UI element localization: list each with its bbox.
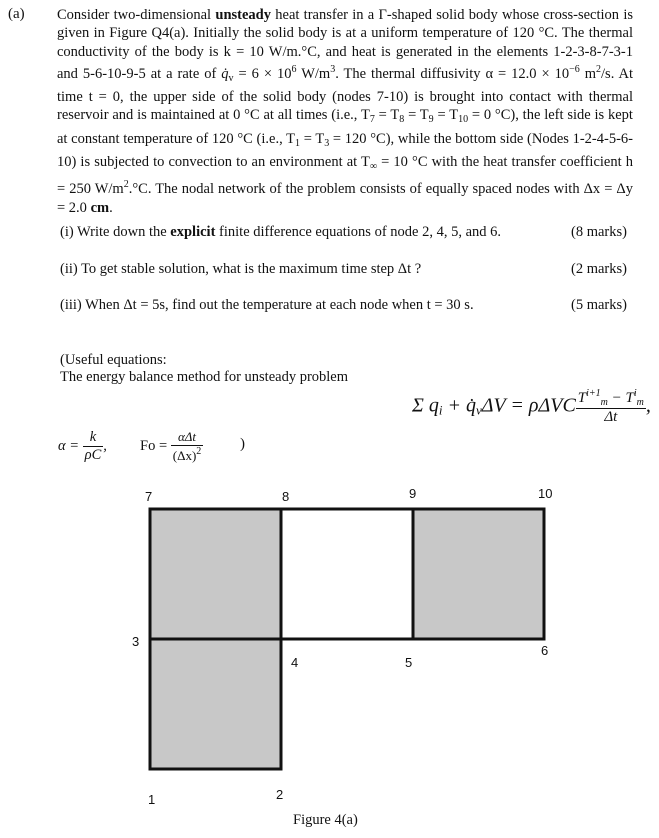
question-iii: (iii) When Δt = 5s, find out the temperature at each node when t = 30 s. xyxy=(60,297,474,313)
closing-parenthesis: ) xyxy=(240,436,245,452)
question-iii-marks: (5 marks) xyxy=(571,297,627,313)
node-label-2: 2 xyxy=(276,787,284,802)
question-i-marks: (8 marks) xyxy=(571,224,627,240)
alpha-equation: α = $\frac{k}{\rho C}$ , xyxy=(58,429,107,463)
shaded-element-upper-left xyxy=(150,509,281,639)
problem-statement: Consider two-dimensional unsteady heat transfer in a Γ-shaped solid body whose cross-section is given in Figure Q4(a). Initially the solid body is at a uniform temperature of 120 °C. The thermal conductivity of the body is k = 10 W/m.°C, and heat is generated in the elements 1-2-3-8-7-3-1 and 5-6-10-9-5 at a rate of $q̇_v = 6 \times 10^6$ $W/m^3$. The thermal diffusivity $\alpha = 12.0 \times 10^{-6}$ $m^2/s$. At time t = 0, the upper side of the solid body (nodes 7-10) is brought into contact with thermal reservoir and is maintained at 0 °C at all times (i.e., $T_7 = T_8 = T_9 = T_{10} = 0$ °C), the left side is kept at constant temperature of 120 °C (i.e., $T_1 = T_3 = 120$ °C), while the bottom side (Nodes 1-2-4-5-6-10) is subjected to convection to an environment at $T_\infty = 10$ °C with the heat transfer coefficient h = 250 $W/m^2.^\circ C$. The nodal network of the problem consists of equally spaced nodes with Δx = Δy = 2.0 cm. xyxy=(57,7,633,216)
node-label-1: 1 xyxy=(148,792,156,807)
node-label-7: 7 xyxy=(145,489,153,504)
shaded-element-lower-left xyxy=(150,639,281,769)
energy-balance-equation: Σ $q_i$ + $q̇_v\Delta V = \rho\Delta VC$ $\frac{T^{i+1}_m - T^i_m}{\Delta t}$ , xyxy=(412,388,651,425)
useful-line-1: (Useful equations: xyxy=(60,352,167,368)
node-label-9: 9 xyxy=(409,486,417,501)
question-ii: (ii) To get stable solution, what is the maximum time step Δt ? xyxy=(60,261,422,277)
question-ii-marks: (2 marks) xyxy=(571,261,627,277)
shaded-element-right xyxy=(413,509,544,639)
question-label: (a) xyxy=(8,6,25,22)
node-label-3: 3 xyxy=(132,634,140,649)
node-label-8: 8 xyxy=(282,489,290,504)
useful-line-2: The energy balance method for unsteady problem xyxy=(60,369,349,385)
node-label-4: 4 xyxy=(291,655,299,670)
node-label-10: 10 xyxy=(538,486,553,501)
figure-caption: Figure 4(a) xyxy=(293,812,358,828)
question-i: (i) Write down the explicit finite difference equations of node 2, 4, 5, and 6. xyxy=(60,224,502,240)
fourier-number-equation: Fo = $\frac{\text{αΔt}}{(\Delta x)^2}$ xyxy=(140,429,202,463)
element-outline-8-9-4-5 xyxy=(281,509,413,639)
node-label-6: 6 xyxy=(541,643,549,658)
node-label-5: 5 xyxy=(405,655,413,670)
